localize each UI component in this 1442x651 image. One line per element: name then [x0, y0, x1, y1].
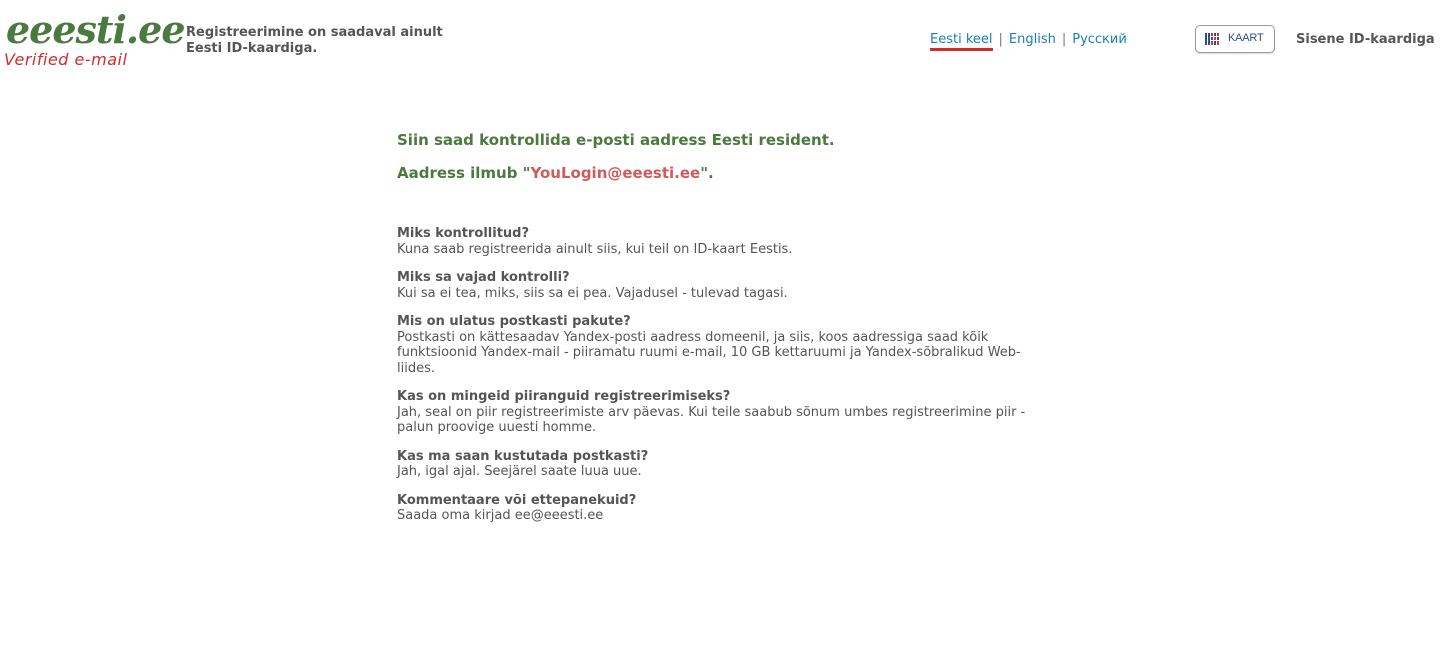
lang-english-link[interactable]: English: [1008, 32, 1056, 47]
faq-list: [397, 226, 1037, 524]
faq-item: [397, 270, 1037, 301]
lang-russian-link[interactable]: Русский: [1072, 32, 1127, 47]
main-content: [397, 130, 1037, 537]
faq-item: [397, 226, 1037, 257]
faq-answer: Saada oma kirjad ee@eeesti.ee: [397, 508, 604, 523]
lang-estonian-link[interactable]: Eesti keel: [930, 32, 993, 51]
intro-heading: Siin saad kontrollida e-posti aadress Eesti resident.: [397, 131, 835, 149]
map-button-label: KAART: [1228, 32, 1264, 44]
faq-question: Kas ma saan kustutada postkasti?: [397, 448, 649, 464]
id-card-login-link[interactable]: Sisene ID-kaardiga: [1296, 32, 1435, 47]
lang-separator: |: [1061, 32, 1067, 47]
logo-text: eeesti.ee: [6, 7, 185, 52]
faq-question: Miks kontrollitud?: [397, 226, 530, 241]
registration-notice: Registreerimine on saadaval ainult Eesti ID-kaardiga.: [186, 25, 443, 56]
faq-item: [397, 389, 1037, 436]
intro-address-suffix: ".: [700, 164, 714, 182]
faq-answer: Jah, igal ajal. Seejärel saate luua uue.: [397, 464, 642, 479]
faq-answer: Postkasti on kättesaadav Yandex-posti aadress domeenil, ja siis, koos aadressiga saad kõik funktsioonid Yandex-mail - piiramatu ruumi e-mail, 10 GB kettaruumi ja Yandex-sõbralikud Web-liides.: [397, 329, 1021, 376]
faq-item: [397, 314, 1037, 376]
faq-question: Miks sa vajad kontrolli?: [397, 270, 570, 285]
language-switcher: [930, 32, 1127, 47]
header: [0, 0, 1442, 80]
faq-item: [397, 449, 1037, 480]
faq-question: Kas on mingeid piiranguid registreerimiseks?: [397, 389, 731, 404]
map-button[interactable]: [1195, 25, 1275, 53]
logo-tagline: Verified e-mail: [4, 50, 128, 69]
lang-separator: |: [998, 32, 1003, 47]
intro-address-prefix: Aadress ilmub ": [397, 164, 531, 182]
faq-answer: Kuna saab registreerida ainult siis, kui teil on ID-kaart Eestis.: [397, 241, 793, 257]
example-email: YouLogin@eeesti.ee: [530, 164, 701, 182]
faq-question: Kommentaare või ettepanekuid?: [397, 492, 637, 508]
faq-answer: Kui sa ei tea, miks, siis sa ei pea. Vajadusel - tulevad tagasi.: [397, 285, 788, 301]
intro-address-line: [397, 163, 1037, 183]
site-logo[interactable]: [4, 7, 185, 72]
faq-question: Mis on ulatus postkasti pakute?: [397, 314, 631, 329]
id-card-chip-icon: [1205, 32, 1225, 46]
faq-answer: Jah, seal on piir registreerimiste arv päevas. Kui teile saabub sõnum umbes registreerimine piir - palun proovige uuesti homme.: [397, 404, 1026, 435]
faq-item: [397, 493, 1037, 524]
